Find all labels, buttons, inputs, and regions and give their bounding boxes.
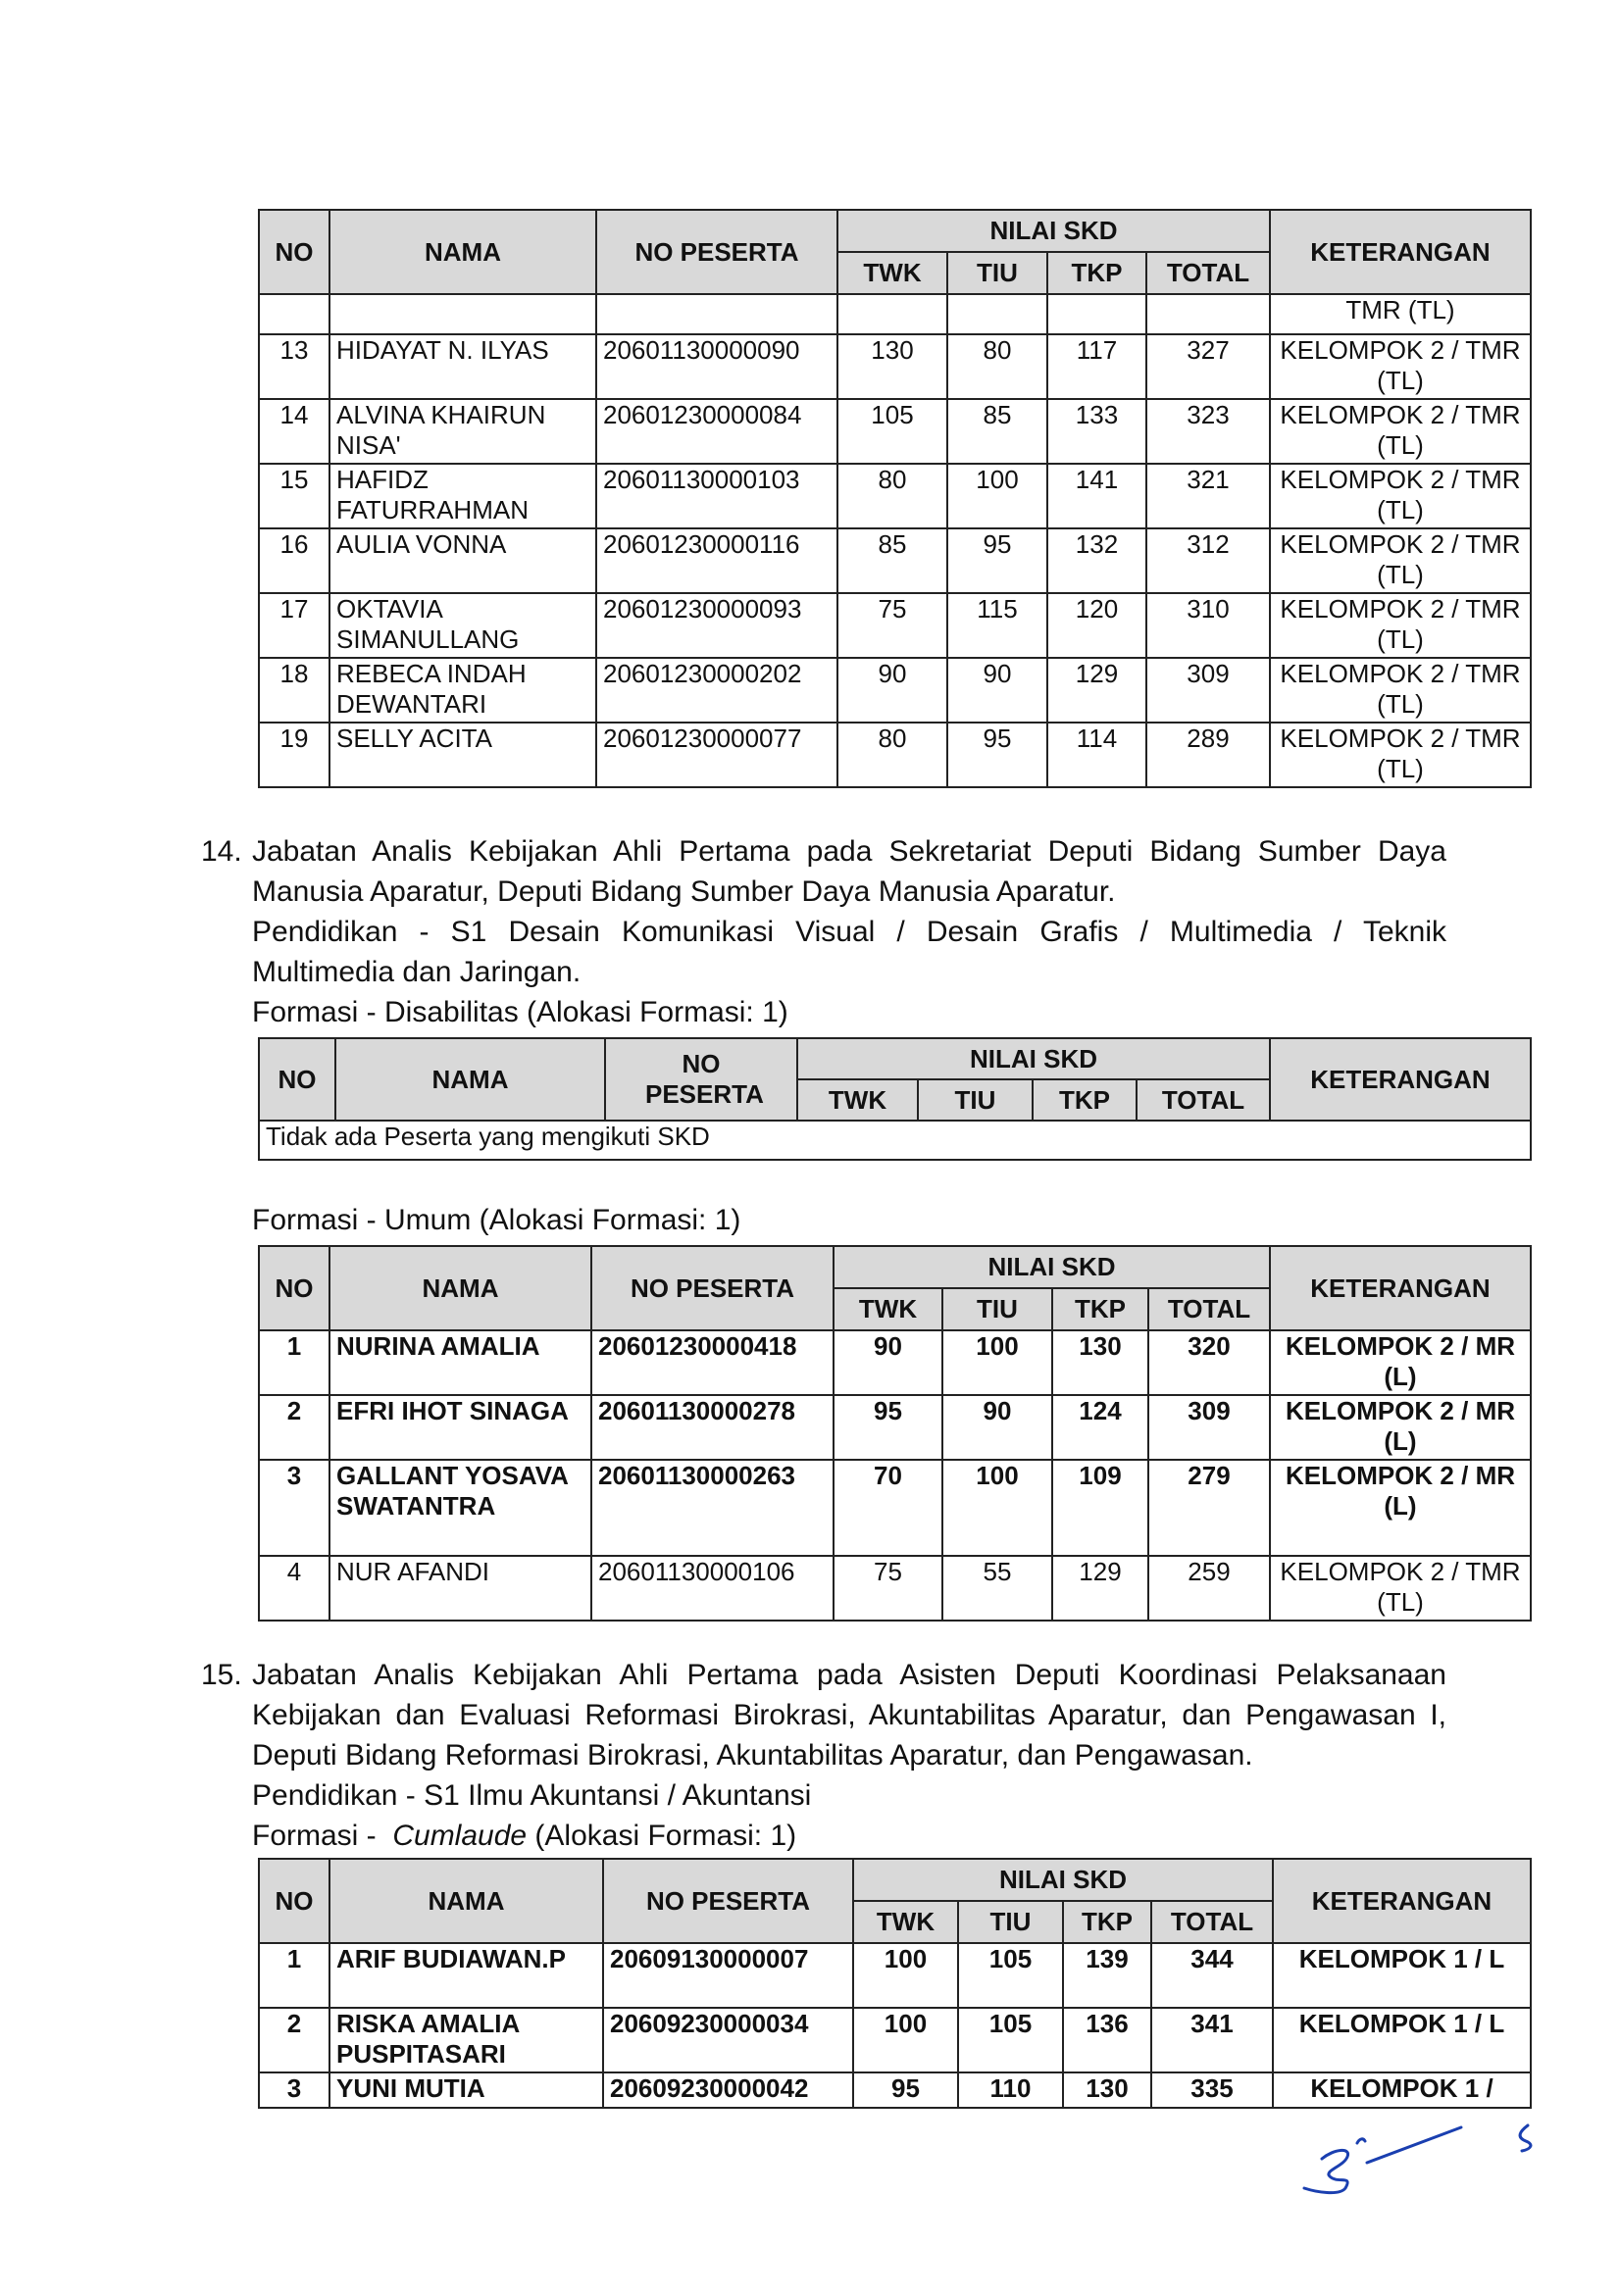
cell-tkp: 114	[1047, 723, 1146, 787]
header-no-peserta: NO PESERTA	[603, 1859, 853, 1943]
section-15-text	[201, 1655, 1446, 1816]
cell-keterangan: KELOMPOK 2 / TMR (TL)	[1270, 723, 1531, 787]
cell-nama: SELLY ACITA	[329, 723, 596, 787]
cell-keterangan: KELOMPOK 2 / TMR (TL)	[1270, 1556, 1531, 1621]
cell-no: 16	[259, 528, 329, 593]
cell-tkp: 117	[1047, 334, 1146, 399]
cell-total: 344	[1151, 1943, 1273, 2008]
paragraph-line: Multimedia dan Jaringan.	[252, 956, 582, 988]
cell-no: 15	[259, 464, 329, 528]
cell-no: 1	[259, 1330, 329, 1395]
header-nilai-skd: NILAI SKD	[853, 1859, 1273, 1901]
cell-keterangan: KELOMPOK 2 / MR (L)	[1270, 1395, 1531, 1460]
cell-tiu: 110	[958, 2072, 1063, 2108]
cell-tiu: 95	[947, 723, 1047, 787]
cell-nama: EFRI IHOT SINAGA	[329, 1395, 591, 1460]
cell-keterangan: KELOMPOK 2 / TMR (TL)	[1270, 528, 1531, 593]
header-tiu: TIU	[947, 252, 1047, 294]
cell-tiu: 115	[947, 593, 1047, 658]
cell-nama: REBECA INDAH DEWANTARI	[329, 658, 596, 723]
table-row	[259, 1556, 1531, 1621]
section-number: 14.	[201, 835, 242, 868]
cell-twk: 75	[837, 593, 947, 658]
cell-total: 341	[1151, 2008, 1273, 2072]
cell-keterangan: KELOMPOK 2 / TMR (TL)	[1270, 593, 1531, 658]
cell-twk: 95	[853, 2072, 958, 2108]
cell-total: 259	[1148, 1556, 1270, 1621]
cell-keterangan: KELOMPOK 2 / TMR (TL)	[1270, 334, 1531, 399]
cell-twk: 75	[834, 1556, 942, 1621]
cell-nama: YUNI MUTIA	[329, 2072, 603, 2108]
cell-keterangan: KELOMPOK 2 / TMR (TL)	[1270, 399, 1531, 464]
paragraph-line: Kebijakan dan Evaluasi Reformasi Birokrasi, Akuntabilitas Aparatur, dan Pengawasan I,	[252, 1699, 1446, 1731]
cell-twk: 100	[853, 1943, 958, 2008]
cell-twk: 105	[837, 399, 947, 464]
header-no-peserta: NO PESERTA	[591, 1246, 834, 1330]
cell-twk: 80	[837, 723, 947, 787]
cell-twk: 70	[834, 1460, 942, 1556]
header-tkp: TKP	[1063, 1901, 1151, 1943]
cell-keterangan: KELOMPOK 2 / TMR (TL)	[1270, 464, 1531, 528]
header-tkp: TKP	[1033, 1079, 1137, 1121]
cell-no-peserta: 20601130000263	[591, 1460, 834, 1556]
formasi-disabilitas-label: Formasi - Disabilitas (Alokasi Formasi: 1)	[252, 996, 788, 1028]
header-no: NO	[259, 210, 329, 294]
cell-no-peserta: 20601230000116	[596, 528, 837, 593]
cell-tiu: 100	[942, 1460, 1052, 1556]
cell-no-peserta: 20601230000093	[596, 593, 837, 658]
header-nilai-skd: NILAI SKD	[834, 1246, 1270, 1288]
cell-tiu: 100	[942, 1330, 1052, 1395]
cell-no-peserta: 20601230000077	[596, 723, 837, 787]
header-tiu: TIU	[958, 1901, 1063, 1943]
cell-twk: 90	[837, 658, 947, 723]
cell-total: 309	[1148, 1395, 1270, 1460]
header-total: TOTAL	[1137, 1079, 1270, 1121]
cell-tiu: 80	[947, 334, 1047, 399]
table-row	[259, 1395, 1531, 1460]
header-nama: NAMA	[329, 1246, 591, 1330]
cell-twk: 85	[837, 528, 947, 593]
cell-no-peserta: 20601130000278	[591, 1395, 834, 1460]
cell-tiu: 55	[942, 1556, 1052, 1621]
results-table-4	[258, 1858, 1532, 2109]
cell-keterangan: KELOMPOK 2 / MR (L)	[1270, 1330, 1531, 1395]
cell-tiu: 100	[947, 464, 1047, 528]
cell-no: 2	[259, 2008, 329, 2072]
header-no-peserta: NO PESERTA	[605, 1038, 797, 1121]
cell-twk: 80	[837, 464, 947, 528]
formasi-umum-label: Formasi - Umum (Alokasi Formasi: 1)	[252, 1204, 741, 1236]
header-no: NO	[259, 1246, 329, 1330]
cell-total: 289	[1146, 723, 1270, 787]
cell-twk: 95	[834, 1395, 942, 1460]
cell-tkp: 139	[1063, 1943, 1151, 2008]
header-keterangan: KETERANGAN	[1273, 1859, 1531, 1943]
table-row	[259, 528, 1531, 593]
table-row	[259, 1330, 1531, 1395]
cell-no: 2	[259, 1395, 329, 1460]
cell-no-peserta: 20601130000106	[591, 1556, 834, 1621]
cell-no: 1	[259, 1943, 329, 2008]
formasi-suffix: (Alokasi Formasi: 1)	[527, 1820, 797, 1852]
formasi-type: Cumlaude	[392, 1820, 528, 1852]
cell-keterangan: KELOMPOK 2 / TMR (TL)	[1270, 658, 1531, 723]
cell-twk: 130	[837, 334, 947, 399]
results-table-1	[258, 209, 1532, 788]
header-twk: TWK	[837, 252, 947, 294]
paragraph-line: Jabatan Analis Kebijakan Ahli Pertama pada Asisten Deputi Koordinasi Pelaksanaan	[252, 1659, 1446, 1691]
cell-tiu: 105	[958, 1943, 1063, 2008]
cell-keterangan: TMR (TL)	[1270, 294, 1531, 334]
table-row	[259, 399, 1531, 464]
paragraph-line: Manusia Aparatur, Deputi Bidang Sumber Daya Manusia Aparatur.	[252, 875, 1116, 908]
handwritten-initials	[1294, 2098, 1559, 2196]
header-twk: TWK	[853, 1901, 958, 1943]
formasi-prefix: Formasi -	[252, 1820, 393, 1852]
cell-twk: 100	[853, 2008, 958, 2072]
table-row-empty	[259, 1121, 1531, 1160]
cell-total: 321	[1146, 464, 1270, 528]
cell-keterangan: KELOMPOK 1 / L	[1273, 1943, 1531, 2008]
cell-nama: OKTAVIA SIMANULLANG	[329, 593, 596, 658]
cell-nama: HIDAYAT N. ILYAS	[329, 334, 596, 399]
formasi-cumlaude-label	[252, 1817, 796, 1856]
table-row	[259, 2008, 1531, 2072]
cell-tkp: 136	[1063, 2008, 1151, 2072]
header-tkp: TKP	[1052, 1288, 1148, 1330]
cell-total: 279	[1148, 1460, 1270, 1556]
header-nilai-skd: NILAI SKD	[837, 210, 1270, 252]
cell-no-peserta: 20601230000084	[596, 399, 837, 464]
cell-nama: HAFIDZ FATURRAHMAN	[329, 464, 596, 528]
cell-no-peserta: 20601230000202	[596, 658, 837, 723]
header-no-peserta: NO PESERTA	[596, 210, 837, 294]
cell-nama: GALLANT YOSAVA SWATANTRA	[329, 1460, 591, 1556]
header-nama: NAMA	[335, 1038, 605, 1121]
cell-nama: RISKA AMALIA PUSPITASARI	[329, 2008, 603, 2072]
cell-nama: ALVINA KHAIRUN NISA'	[329, 399, 596, 464]
cell-no: 3	[259, 1460, 329, 1556]
cell-total: 323	[1146, 399, 1270, 464]
cell-nama: ARIF BUDIAWAN.P	[329, 1943, 603, 2008]
cell-tiu: 90	[947, 658, 1047, 723]
header-total: TOTAL	[1151, 1901, 1273, 1943]
cell-no-peserta: 20601130000103	[596, 464, 837, 528]
cell-total: 310	[1146, 593, 1270, 658]
cell-tkp: 129	[1047, 658, 1146, 723]
header-nama: NAMA	[329, 1859, 603, 1943]
cell-no-peserta: 20609230000034	[603, 2008, 853, 2072]
cell-tkp: 124	[1052, 1395, 1148, 1460]
cell-no-peserta: 20609130000007	[603, 1943, 853, 2008]
cell-tkp: 133	[1047, 399, 1146, 464]
cell-no: 3	[259, 2072, 329, 2108]
table-row	[259, 593, 1531, 658]
paragraph-line: Pendidikan - S1 Desain Komunikasi Visual / Desain Grafis / Multimedia / Teknik	[252, 916, 1446, 948]
cell-tkp: 130	[1052, 1330, 1148, 1395]
header-no: NO	[259, 1038, 335, 1121]
cell-total: 327	[1146, 334, 1270, 399]
section-14-text	[201, 831, 1446, 992]
cell-no: 4	[259, 1556, 329, 1621]
cell-tkp: 132	[1047, 528, 1146, 593]
cell-total: 335	[1151, 2072, 1273, 2108]
cell-no: 13	[259, 334, 329, 399]
header-nilai-skd: NILAI SKD	[797, 1038, 1270, 1079]
header-keterangan: KETERANGAN	[1270, 1038, 1531, 1121]
table-row	[259, 723, 1531, 787]
header-nama: NAMA	[329, 210, 596, 294]
header-twk: TWK	[797, 1079, 918, 1121]
cell-tkp: 120	[1047, 593, 1146, 658]
section-number: 15.	[201, 1659, 242, 1691]
cell-no: 17	[259, 593, 329, 658]
table-row	[259, 1460, 1531, 1556]
cell-no-peserta: 20609230000042	[603, 2072, 853, 2108]
header-no: NO	[259, 1859, 329, 1943]
header-total: TOTAL	[1146, 252, 1270, 294]
table-row	[259, 334, 1531, 399]
cell-tiu: 90	[942, 1395, 1052, 1460]
cell-tiu: 95	[947, 528, 1047, 593]
header-tkp: TKP	[1047, 252, 1146, 294]
cell-tkp: 129	[1052, 1556, 1148, 1621]
cell-total: 309	[1146, 658, 1270, 723]
cell-nama: NURINA AMALIA	[329, 1330, 591, 1395]
table-row	[259, 1943, 1531, 2008]
results-table-2	[258, 1037, 1532, 1161]
table-row-continuation	[259, 294, 1531, 334]
cell-tkp: 109	[1052, 1460, 1148, 1556]
header-keterangan: KETERANGAN	[1270, 1246, 1531, 1330]
cell-keterangan: KELOMPOK 1 /	[1273, 2072, 1531, 2108]
cell-no: 18	[259, 658, 329, 723]
header-total: TOTAL	[1148, 1288, 1270, 1330]
cell-tiu: 85	[947, 399, 1047, 464]
header-twk: TWK	[834, 1288, 942, 1330]
cell-tkp: 130	[1063, 2072, 1151, 2108]
header-keterangan: KETERANGAN	[1270, 210, 1531, 294]
header-tiu: TIU	[918, 1079, 1033, 1121]
cell-total: 320	[1148, 1330, 1270, 1395]
cell-no-peserta: 20601230000418	[591, 1330, 834, 1395]
cell-nama: NUR AFANDI	[329, 1556, 591, 1621]
table-row	[259, 464, 1531, 528]
cell-no: 19	[259, 723, 329, 787]
cell-keterangan: KELOMPOK 1 / L	[1273, 2008, 1531, 2072]
paragraph-line: Pendidikan - S1 Ilmu Akuntansi / Akuntansi	[252, 1779, 812, 1812]
empty-message: Tidak ada Peserta yang mengikuti SKD	[259, 1121, 1531, 1160]
header-tiu: TIU	[942, 1288, 1052, 1330]
table-row	[259, 658, 1531, 723]
cell-total: 312	[1146, 528, 1270, 593]
cell-keterangan: KELOMPOK 2 / MR (L)	[1270, 1460, 1531, 1556]
cell-tiu: 105	[958, 2008, 1063, 2072]
paragraph-line: Jabatan Analis Kebijakan Ahli Pertama pada Sekretariat Deputi Bidang Sumber Daya	[252, 835, 1446, 868]
cell-no: 14	[259, 399, 329, 464]
cell-no-peserta: 20601130000090	[596, 334, 837, 399]
results-table-3	[258, 1245, 1532, 1622]
cell-tkp: 141	[1047, 464, 1146, 528]
paragraph-line: Deputi Bidang Reformasi Birokrasi, Akuntabilitas Aparatur, dan Pengawasan.	[252, 1739, 1253, 1772]
cell-nama: AULIA VONNA	[329, 528, 596, 593]
cell-twk: 90	[834, 1330, 942, 1395]
